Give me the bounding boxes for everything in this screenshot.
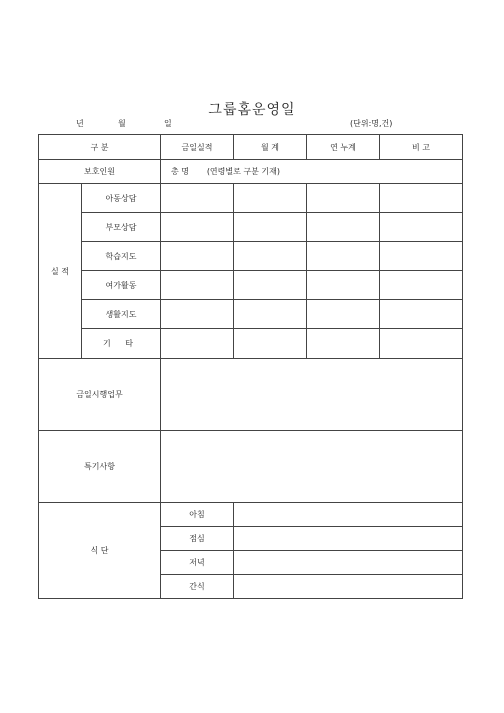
performance-item: 학습지도 bbox=[82, 242, 161, 271]
cell[interactable] bbox=[380, 329, 463, 359]
date-bar bbox=[38, 118, 462, 132]
cell[interactable] bbox=[161, 242, 234, 271]
cell[interactable] bbox=[380, 300, 463, 329]
header-remarks: 비 고 bbox=[380, 135, 463, 160]
meal-field[interactable] bbox=[234, 503, 463, 527]
meal-field[interactable] bbox=[234, 551, 463, 575]
performance-label: 실 적 bbox=[39, 184, 82, 359]
cell[interactable] bbox=[161, 271, 234, 300]
cell[interactable] bbox=[234, 184, 307, 213]
cell[interactable] bbox=[234, 329, 307, 359]
performance-row bbox=[39, 329, 463, 359]
month-label: 월 bbox=[118, 119, 126, 128]
performance-row bbox=[39, 271, 463, 300]
cell[interactable] bbox=[307, 329, 380, 359]
header-row bbox=[39, 135, 463, 160]
cell[interactable] bbox=[161, 329, 234, 359]
cell[interactable] bbox=[307, 300, 380, 329]
cell[interactable] bbox=[234, 213, 307, 242]
performance-item: 여가활동 bbox=[82, 271, 161, 300]
protection-value[interactable] bbox=[161, 160, 463, 184]
meal-row bbox=[39, 503, 463, 527]
performance-item: 생활지도 bbox=[82, 300, 161, 329]
protection-row bbox=[39, 160, 463, 184]
cell[interactable] bbox=[307, 242, 380, 271]
cell[interactable] bbox=[234, 271, 307, 300]
today-tasks-label: 금일시행업무 bbox=[39, 359, 161, 431]
special-notes-row bbox=[39, 431, 463, 503]
cell[interactable] bbox=[307, 213, 380, 242]
performance-item: 아동상담 bbox=[82, 184, 161, 213]
cell[interactable] bbox=[161, 300, 234, 329]
meal-label: 저녁 bbox=[161, 551, 234, 575]
performance-row bbox=[39, 184, 463, 213]
special-notes-label: 특기사항 bbox=[39, 431, 161, 503]
meal-label: 간식 bbox=[161, 575, 234, 599]
cell[interactable] bbox=[380, 213, 463, 242]
protection-total: 총 명 bbox=[171, 167, 189, 176]
cell[interactable] bbox=[380, 184, 463, 213]
page-title: 그룹홈운영일 bbox=[208, 102, 296, 118]
performance-row bbox=[39, 300, 463, 329]
meal-field[interactable] bbox=[234, 575, 463, 599]
protection-note: (연령별로 구분 기재) bbox=[206, 167, 280, 176]
protection-label: 보호인원 bbox=[39, 160, 161, 184]
header-yearly: 연 누계 bbox=[307, 135, 380, 160]
special-notes-field[interactable] bbox=[161, 431, 463, 503]
year-label: 년 bbox=[76, 119, 84, 128]
cell[interactable] bbox=[234, 300, 307, 329]
header-category: 구 분 bbox=[39, 135, 161, 160]
meal-field[interactable] bbox=[234, 527, 463, 551]
performance-item: 부모상담 bbox=[82, 213, 161, 242]
operation-log-table bbox=[38, 134, 463, 599]
header-today: 금일실적 bbox=[161, 135, 234, 160]
header-monthly: 월 계 bbox=[234, 135, 307, 160]
meal-label: 점심 bbox=[161, 527, 234, 551]
cell[interactable] bbox=[234, 242, 307, 271]
cell[interactable] bbox=[380, 242, 463, 271]
cell[interactable] bbox=[161, 213, 234, 242]
cell[interactable] bbox=[380, 271, 463, 300]
unit-label: (단위:명,건) bbox=[350, 119, 393, 128]
meal-label: 아침 bbox=[161, 503, 234, 527]
today-tasks-row bbox=[39, 359, 463, 431]
cell[interactable] bbox=[307, 184, 380, 213]
performance-row bbox=[39, 213, 463, 242]
cell[interactable] bbox=[161, 184, 234, 213]
performance-row bbox=[39, 242, 463, 271]
meals-label: 식 단 bbox=[39, 503, 161, 599]
day-label: 일 bbox=[164, 119, 172, 128]
today-tasks-field[interactable] bbox=[161, 359, 463, 431]
cell[interactable] bbox=[307, 271, 380, 300]
performance-item: 기 타 bbox=[82, 329, 161, 359]
